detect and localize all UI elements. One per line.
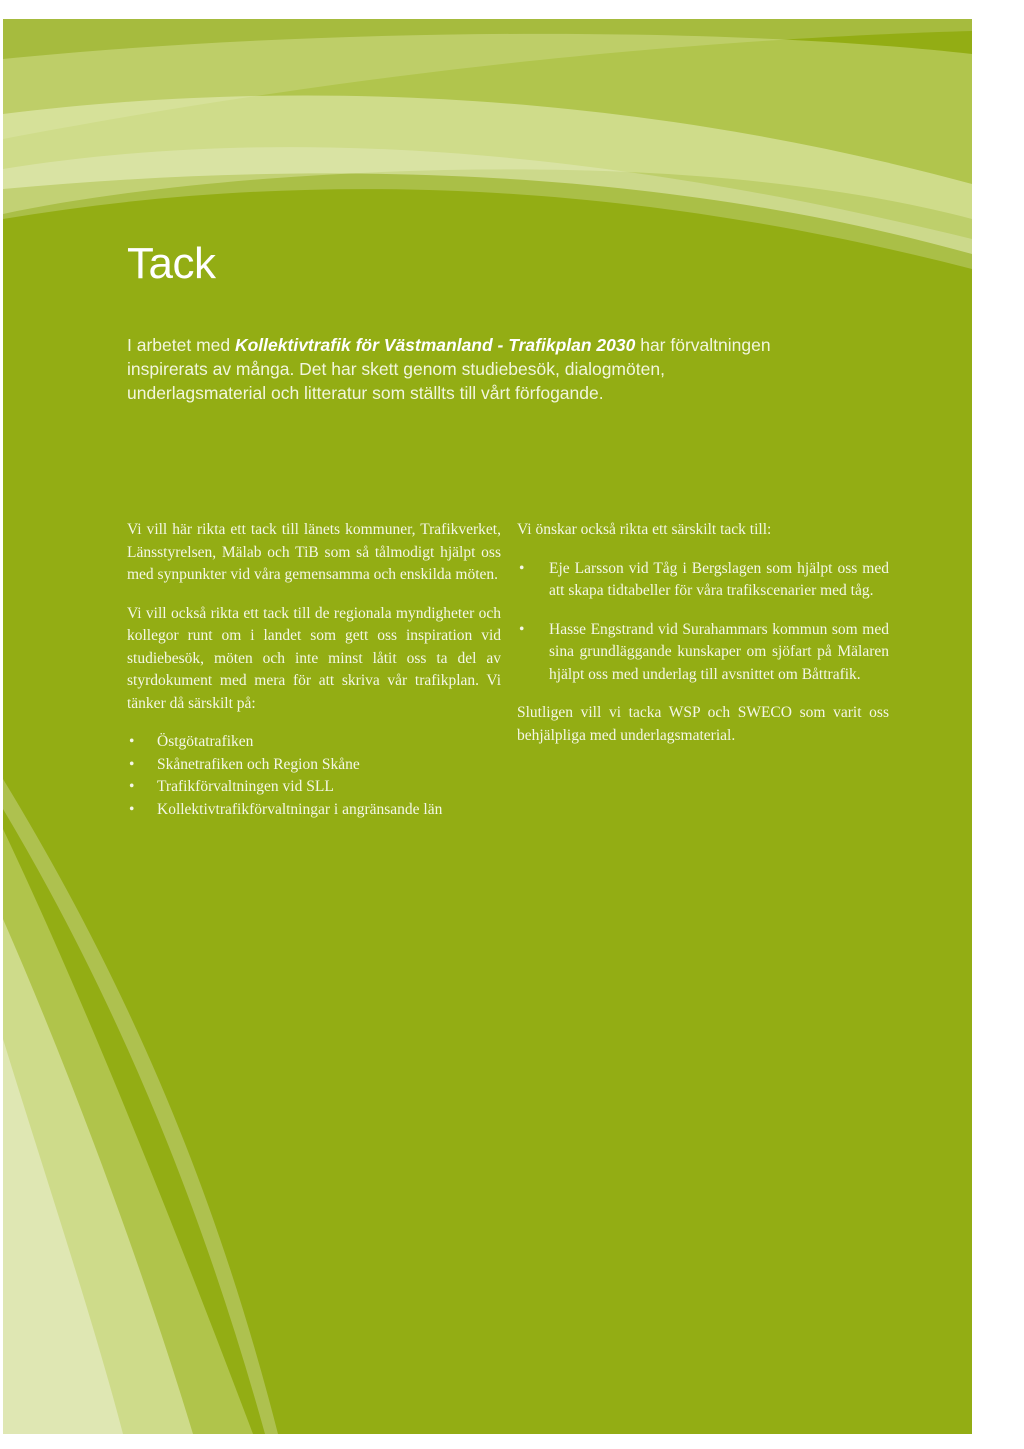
right-column xyxy=(517,519,889,763)
bullet-icon: • xyxy=(519,620,525,638)
intro-prefix: I arbetet med xyxy=(127,335,235,355)
page-title: Tack xyxy=(127,239,216,288)
special-thanks-intro: Vi önskar också rikta ett särskilt tack till: xyxy=(517,521,772,538)
organisation-list xyxy=(127,731,501,821)
closing-paragraph: Slutligen vill vi tacka WSP och SWECO som varit oss behjälpliga med underlagsmaterial. xyxy=(517,704,889,744)
bullet-icon: • xyxy=(129,733,135,750)
list-item: • Trafikförvaltningen vid SLL xyxy=(127,776,501,799)
intro-plan-title: Kollektivtrafik för Västmanland - Trafikplan 2030 xyxy=(234,335,636,355)
bullet-icon: • xyxy=(129,755,135,773)
list-item: • Skånetrafiken och Region Skåne xyxy=(127,754,501,777)
list-item: • Östgötatrafiken xyxy=(127,731,501,754)
left-column xyxy=(127,519,501,837)
thanks-colleagues-paragraph: Vi vill också rikta ett tack till de regionala myndigheter och kollegor runt om i landet som gett oss inspiration vid studiebesök, möten och inte minst låtit oss ta del av styrdokument med mera för att skriva vår trafikplan. Vi tänker då särskilt på: xyxy=(127,604,501,712)
thanks-municipalities-paragraph: Vi vill här rikta ett tack till länets kommuner, Trafikverket, Länsstyrelsen, Mälab och TiB som så tålmodigt hjälpt oss med synpunkter vid våra gemensamma och enskilda möten. xyxy=(127,521,501,583)
page-panel xyxy=(3,19,972,1434)
intro-suffix: har förvaltningen inspirerats av många. Det har skett genom studiebesök, dialogmöten, underlagsmaterial och litteratur som ställts till vårt förfogande. xyxy=(127,335,771,403)
bullet-icon: • xyxy=(129,800,135,818)
list-item: • Kollektivtrafikförvaltningar i angränsande län xyxy=(127,799,501,822)
special-thanks-list xyxy=(517,558,889,687)
list-item: • Hasse Engstrand vid Surahammars kommun som med sina grundläggande kunskaper om sjöfart på Mälaren hjälpt oss med underlag till avsnittet om Båttrafik. xyxy=(519,620,889,683)
list-item: • Eje Larsson vid Tåg i Bergslagen som hjälpt oss med att skapa tidtabeller för våra trafikscenarier med tåg. xyxy=(519,559,889,599)
intro-paragraph xyxy=(127,333,807,405)
bullet-icon: • xyxy=(519,559,525,577)
bullet-icon: • xyxy=(129,778,135,795)
